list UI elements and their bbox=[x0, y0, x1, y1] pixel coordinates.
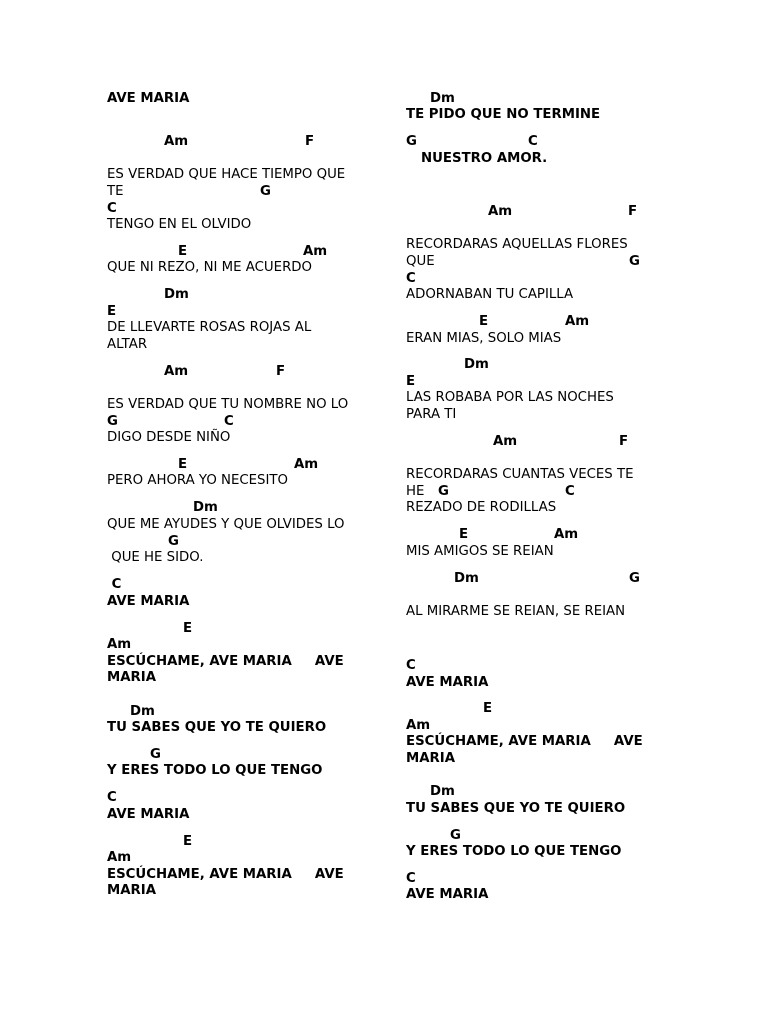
chorus-line: AVE MARIA bbox=[107, 594, 190, 609]
chord: Am bbox=[488, 204, 513, 219]
chord: G bbox=[438, 484, 449, 499]
chord: C bbox=[224, 414, 234, 429]
chord: G bbox=[629, 571, 640, 586]
chord: E bbox=[406, 374, 416, 389]
lyric-line: RECORDARAS CUANTAS VECES TE bbox=[406, 467, 634, 482]
chorus-line: Y ERES TODO LO QUE TENGO bbox=[406, 844, 622, 859]
chord: C bbox=[406, 271, 416, 286]
chord: C bbox=[107, 790, 117, 805]
chord: C bbox=[107, 577, 122, 592]
chord: Dm bbox=[193, 500, 218, 515]
lyric-line: QUE HE SIDO. bbox=[107, 550, 204, 565]
lyric-line: ALTAR bbox=[107, 337, 148, 352]
chord: G bbox=[260, 184, 271, 199]
chord: E bbox=[178, 244, 188, 259]
chorus-line: AVE MARIA bbox=[406, 887, 489, 902]
chorus-line: TU SABES QUE YO TE QUIERO bbox=[406, 801, 626, 816]
chord: G bbox=[450, 828, 461, 843]
chord: G bbox=[406, 134, 417, 149]
chord: Am bbox=[164, 364, 189, 379]
chord: Dm bbox=[464, 357, 489, 372]
lyric-line: ADORNABAN TU CAPILLA bbox=[406, 287, 574, 302]
lyric-line: REZADO DE RODILLAS bbox=[406, 500, 557, 515]
chord: G bbox=[150, 747, 161, 762]
lyric-line: AL MIRARME SE REIAN, SE REIAN bbox=[406, 604, 626, 619]
chord: E bbox=[459, 527, 469, 542]
chorus-line: NUESTRO AMOR. bbox=[421, 151, 548, 166]
chord: F bbox=[628, 204, 638, 219]
chorus-line: MARIA bbox=[107, 670, 156, 685]
chord: E bbox=[183, 621, 193, 636]
chord: Am bbox=[294, 457, 319, 472]
chord: Am bbox=[164, 134, 189, 149]
chord: Am bbox=[107, 850, 132, 865]
chord: Am bbox=[554, 527, 579, 542]
chord: G bbox=[168, 534, 179, 549]
chord: Am bbox=[303, 244, 328, 259]
chorus-line: Y ERES TODO LO QUE TENGO bbox=[107, 763, 323, 778]
lyric-line: ES VERDAD QUE HACE TIEMPO QUE bbox=[107, 167, 346, 182]
lyric-line: TENGO EN EL OLVIDO bbox=[107, 217, 252, 232]
chord: Dm bbox=[454, 571, 479, 586]
lyric-line: ERAN MIAS, SOLO MIAS bbox=[406, 331, 562, 346]
chorus-line: TU SABES QUE YO TE QUIERO bbox=[107, 720, 327, 735]
lyric-line: HE bbox=[406, 484, 425, 499]
chord: E bbox=[183, 834, 193, 849]
chord: Dm bbox=[430, 784, 455, 799]
lyric-line: QUE bbox=[406, 254, 435, 269]
chord: F bbox=[619, 434, 629, 449]
chord: Dm bbox=[130, 704, 155, 719]
chord: E bbox=[107, 304, 117, 319]
lyric-line: TE bbox=[107, 184, 124, 199]
chorus-line: MARIA bbox=[406, 751, 455, 766]
chord: E bbox=[479, 314, 489, 329]
chord: Am bbox=[565, 314, 590, 329]
song-title: AVE MARIA bbox=[107, 91, 190, 106]
chorus-line: ESCÚCHAME, AVE MARIA AVE bbox=[406, 734, 643, 749]
lyric-line: QUE ME AYUDES Y QUE OLVIDES LO bbox=[107, 517, 345, 532]
chord: C bbox=[565, 484, 575, 499]
chord: Am bbox=[107, 637, 132, 652]
chord: E bbox=[483, 701, 493, 716]
chord: Am bbox=[406, 718, 431, 733]
chorus-line: TE PIDO QUE NO TERMINE bbox=[406, 107, 601, 122]
chord: C bbox=[528, 134, 538, 149]
chord: C bbox=[406, 871, 416, 886]
lyric-line: DIGO DESDE NIÑO bbox=[107, 430, 231, 445]
chord: Dm bbox=[164, 287, 189, 302]
chord: F bbox=[276, 364, 286, 379]
lyric-line: MIS AMIGOS SE REIAN bbox=[406, 544, 554, 559]
chorus-line: AVE MARIA bbox=[406, 675, 489, 690]
chord: Dm bbox=[430, 91, 455, 106]
chord: G bbox=[629, 254, 640, 269]
lyric-line: DE LLEVARTE ROSAS ROJAS AL bbox=[107, 320, 312, 335]
chord: C bbox=[107, 201, 117, 216]
chorus-line: AVE MARIA bbox=[107, 807, 190, 822]
lyric-line: PARA TI bbox=[406, 407, 457, 422]
chorus-line: ESCÚCHAME, AVE MARIA AVE bbox=[107, 654, 344, 669]
lyric-line: QUE NI REZO, NI ME ACUERDO bbox=[107, 260, 313, 275]
lyric-line: PERO AHORA YO NECESITO bbox=[107, 473, 289, 488]
chord: E bbox=[178, 457, 188, 472]
lyric-line: LAS ROBABA POR LAS NOCHES bbox=[406, 390, 614, 405]
chorus-line: MARIA bbox=[107, 883, 156, 898]
chord: G bbox=[107, 414, 118, 429]
chord: Am bbox=[493, 434, 518, 449]
lyric-line: ES VERDAD QUE TU NOMBRE NO LO bbox=[107, 397, 349, 412]
chord: C bbox=[406, 658, 416, 673]
chord: F bbox=[305, 134, 315, 149]
chorus-line: ESCÚCHAME, AVE MARIA AVE bbox=[107, 867, 344, 882]
lyric-line: RECORDARAS AQUELLAS FLORES bbox=[406, 237, 628, 252]
